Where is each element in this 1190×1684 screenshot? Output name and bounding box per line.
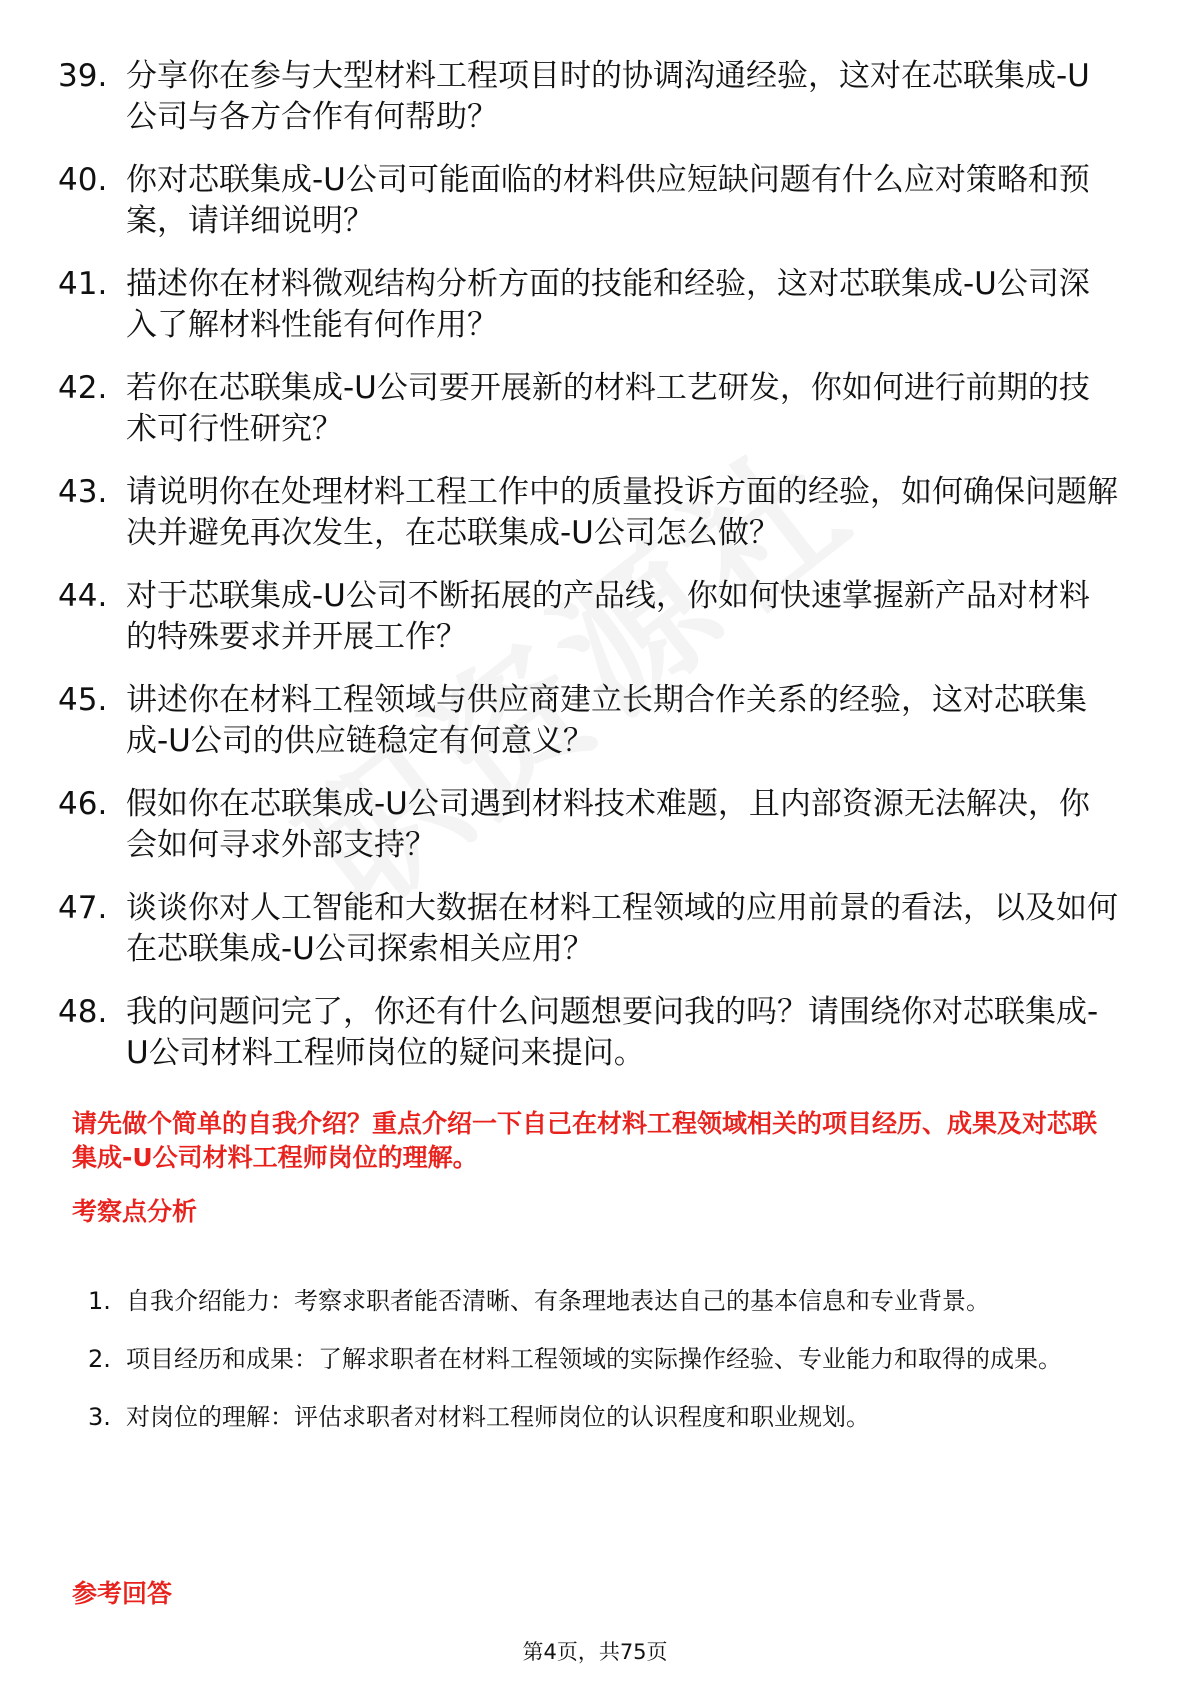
question-text: 若你在芯联集成-U公司要开展新的材料工艺研发，你如何进行前期的技术可行性研究？ xyxy=(126,370,1090,447)
question-number: 44. xyxy=(58,578,108,614)
question-number: 45. xyxy=(58,682,108,718)
analysis-item xyxy=(88,1330,1118,1388)
analysis-number: 3. xyxy=(88,1403,111,1431)
question-text: 假如你在芯联集成-U公司遇到材料技术难题，且内部资源无法解决，你会如何寻求外部支持？ xyxy=(126,786,1090,863)
analysis-text: 项目经历和成果：了解求职者在材料工程领域的实际操作经验、专业能力和取得的成果。 xyxy=(126,1345,1062,1373)
question-item-46 xyxy=(58,784,1118,866)
analysis-text: 对岗位的理解：评估求职者对材料工程师岗位的认识程度和职业规划。 xyxy=(126,1403,870,1431)
question-item-43 xyxy=(58,472,1118,554)
question-number: 46. xyxy=(58,786,108,822)
question-item-47 xyxy=(58,888,1118,970)
question-text: 描述你在材料微观结构分析方面的技能和经验，这对芯联集成-U公司深入了解材料性能有何作用？ xyxy=(126,266,1090,343)
question-text: 讲述你在材料工程领域与供应商建立长期合作关系的经验，这对芯联集成-U公司的供应链稳定有何意义？ xyxy=(126,682,1087,759)
question-number: 41. xyxy=(58,266,108,302)
question-item-39 xyxy=(58,56,1118,138)
analysis-item xyxy=(88,1388,1118,1446)
analysis-item xyxy=(88,1272,1118,1330)
question-number: 48. xyxy=(58,994,108,1030)
analysis-text: 自我介绍能力：考察求职者能否清晰、有条理地表达自己的基本信息和专业背景。 xyxy=(126,1287,990,1315)
question-item-45 xyxy=(58,680,1118,762)
question-list xyxy=(58,56,1118,1096)
question-item-40 xyxy=(58,160,1118,242)
question-text: 你对芯联集成-U公司可能面临的材料供应短缺问题有什么应对策略和预案，请详细说明？ xyxy=(126,162,1090,239)
question-item-44 xyxy=(58,576,1118,658)
question-item-42 xyxy=(58,368,1118,450)
question-text: 对于芯联集成-U公司不断拓展的产品线，你如何快速掌握新产品对材料的特殊要求并开展工作？ xyxy=(126,578,1090,655)
question-item-41 xyxy=(58,264,1118,346)
analysis-number: 1. xyxy=(88,1287,111,1315)
reference-heading: 参考回答 xyxy=(72,1579,173,1608)
analysis-list xyxy=(88,1272,1118,1446)
page-footer: 第4页，共75页 xyxy=(522,1640,668,1664)
question-item-48 xyxy=(58,992,1118,1074)
question-text: 分享你在参与大型材料工程项目时的协调沟通经验，这对在芯联集成-U公司与各方合作有何帮助？ xyxy=(126,58,1090,135)
question-text: 谈谈你对人工智能和大数据在材料工程领域的应用前景的看法，以及如何在芯联集成-U公司探索相关应用？ xyxy=(126,890,1118,967)
question-text: 请说明你在处理材料工程工作中的质量投诉方面的经验，如何确保问题解决并避免再次发生，在芯联集成-U公司怎么做？ xyxy=(126,474,1118,551)
question-number: 39. xyxy=(58,58,108,94)
highlight-question: 请先做个简单的自我介绍？重点介绍一下自己在材料工程领域相关的项目经历、成果及对芯联集成-U公司材料工程师岗位的理解。 xyxy=(72,1109,1098,1172)
analysis-number: 2. xyxy=(88,1345,111,1373)
analysis-heading: 考察点分析 xyxy=(72,1197,198,1226)
question-number: 42. xyxy=(58,370,108,406)
question-number: 47. xyxy=(58,890,108,926)
question-text: 我的问题问完了，你还有什么问题想要问我的吗？请围绕你对芯联集成-U公司材料工程师岗位的疑问来提问。 xyxy=(126,994,1099,1071)
question-number: 43. xyxy=(58,474,108,510)
question-number: 40. xyxy=(58,162,108,198)
